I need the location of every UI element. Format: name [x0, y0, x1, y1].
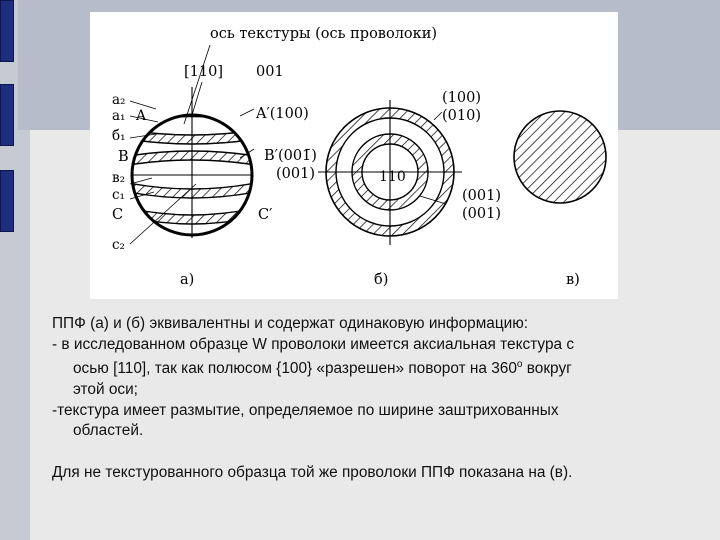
- pole-label: (001): [276, 166, 315, 182]
- text-line: этой оси;: [73, 380, 138, 398]
- degree-superscript: о: [516, 359, 523, 371]
- pole-figure-v: [514, 111, 606, 288]
- band-label: б₁: [112, 128, 126, 144]
- band-label: a₁: [112, 108, 126, 124]
- text-line: ППФ (а) и (б) эквивалентны и содержат одинаковую информацию:: [52, 315, 529, 332]
- pole-label: (100): [442, 90, 481, 106]
- pole-label: (001): [462, 188, 501, 204]
- axis-label: ось текстуры (ось проволоки): [210, 26, 438, 42]
- caption-b: б): [374, 272, 389, 288]
- band-label: c₁: [112, 187, 125, 203]
- explanation-text: [52, 314, 692, 483]
- accent-bar: [0, 0, 14, 62]
- text-line: -текстура имеет размытие, определяемое по ширине заштрихованных: [52, 401, 559, 419]
- point-label: C: [112, 207, 124, 223]
- direction-label: [110]: [184, 64, 223, 80]
- text-line: областей.: [73, 422, 144, 440]
- left-strip: [0, 0, 18, 540]
- text-span: вокруг: [522, 360, 572, 378]
- spacer: [52, 442, 692, 463]
- text-line: - в исследованном образце W проволоки имеется аксиальная текстура с: [52, 335, 575, 353]
- point-label: A: [136, 108, 147, 124]
- pole-figure-diagram: [90, 12, 618, 299]
- band-label: a₂: [112, 92, 126, 108]
- pole-figure-b: [318, 90, 501, 288]
- band-label: в₂: [112, 170, 126, 186]
- pole-label: 001: [256, 64, 284, 80]
- text-span: осью [110], так как полюсом {100} «разрешен» поворот на 360: [73, 360, 517, 378]
- text-line: [52, 355, 692, 380]
- pole-label: (001): [462, 206, 501, 222]
- text-line: Для не текстурованного образца той же проволоки ППФ показана на (в).: [52, 463, 573, 481]
- band-label: c₂: [112, 237, 125, 253]
- pole-label: (010): [442, 108, 481, 124]
- pole-label: A′(100): [256, 106, 309, 122]
- caption-a: а): [180, 272, 195, 288]
- center-pole-label: 110: [379, 169, 406, 185]
- caption-v: в): [566, 272, 580, 288]
- point-label: B: [118, 149, 129, 165]
- point-label: C′: [258, 207, 273, 223]
- accent-bar: [0, 84, 14, 146]
- accent-bar: [0, 170, 14, 232]
- pole-label: B′(001̄): [264, 148, 317, 164]
